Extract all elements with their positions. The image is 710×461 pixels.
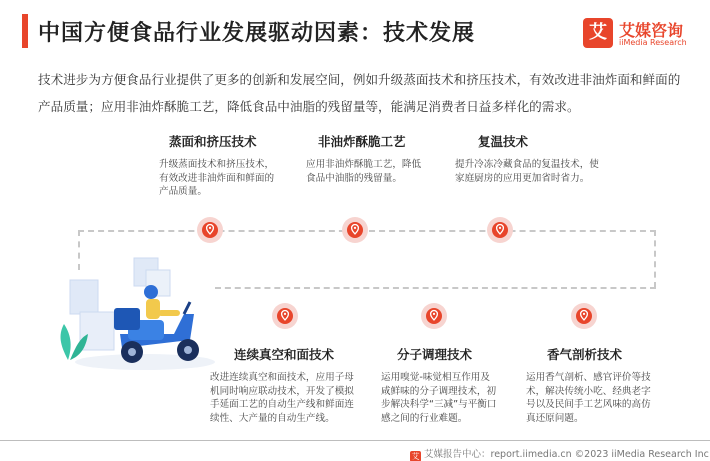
footer-divider [0, 440, 710, 441]
marker-pin-6 [571, 303, 597, 329]
title-accent-bar [22, 14, 28, 48]
marker-pin-4 [272, 303, 298, 329]
logo-cn-text: 艾媒咨询 [619, 21, 684, 40]
top-item-1-desc: 升级蒸面技术和挤压技术，有效改进非油炸面和鲜面的产品质量。 [159, 159, 275, 197]
footer-text: 艾媒报告中心：report.iimedia.cn ©2023 iiMedia Research Inc [424, 449, 709, 460]
marker-pin-3 [487, 217, 513, 243]
bottom-timeline-line [215, 287, 656, 289]
footer-logo-mark: 艾 [411, 452, 420, 461]
location-pin-icon [421, 303, 447, 329]
iimedia-logo [583, 18, 701, 52]
intro-paragraph: 技术进步为方便食品行业提供了更多的创新和发展空间，例如升级蒸面技术和挤压技术，有效改进非油炸面和鲜面的产品质量；应用非油炸酥脆工艺，降低食品中油脂的残留量等，能满足消费者日益多样化的需求。 [38, 72, 681, 114]
top-item-3-desc: 提升冷冻冷藏食品的复温技术，使家庭厨房的应用更加省时省力。 [455, 159, 599, 184]
logo-en-text: iiMedia Research [619, 38, 687, 47]
footer-source [410, 446, 709, 461]
location-pin-icon [571, 303, 597, 329]
location-pin-icon [342, 217, 368, 243]
page-title: 中国方便食品行业发展驱动因素：技术发展 [38, 21, 476, 46]
bottom-item-1-desc: 改进连续真空和面技术，应用子母机同时响应联动技术，开发了模拟手延面工艺的自动生产线和鲜面连续性、大产量的自动生产线。 [210, 372, 354, 424]
location-pin-icon [197, 217, 223, 243]
bottom-item-3-title: 香气剖析技术 [547, 347, 623, 362]
bottom-item-1-title: 连续真空和面技术 [234, 347, 335, 362]
bottom-item-2-title: 分子调理技术 [397, 347, 473, 362]
right-timeline-connector [654, 230, 656, 288]
top-item-2-desc: 应用非油炸酥脆工艺，降低食品中油脂的残留量。 [306, 159, 422, 184]
top-item-2-title: 非油炸酥脆工艺 [318, 134, 406, 149]
marker-pin-2 [342, 217, 368, 243]
bottom-item-2-desc: 运用嗅觉-味觉相互作用及咸鲜味的分子调理技术，初步解决科学“三减”与平衡口感之间的行业难题。 [381, 372, 497, 424]
location-pin-icon [272, 303, 298, 329]
marker-pin-1 [197, 217, 223, 243]
top-item-1-title: 蒸面和挤压技术 [169, 134, 257, 149]
marker-pin-5 [421, 303, 447, 329]
location-pin-icon [487, 217, 513, 243]
logo-mark: 艾 [583, 18, 613, 48]
top-item-3-title: 复温技术 [478, 134, 529, 149]
delivery-scooter-illustration [50, 250, 220, 375]
bottom-item-3-desc: 运用香气剖析、感官评价等技术，解决传统小吃、经典老字号以及民间手工艺风味的高仿真还原问题。 [526, 372, 651, 424]
